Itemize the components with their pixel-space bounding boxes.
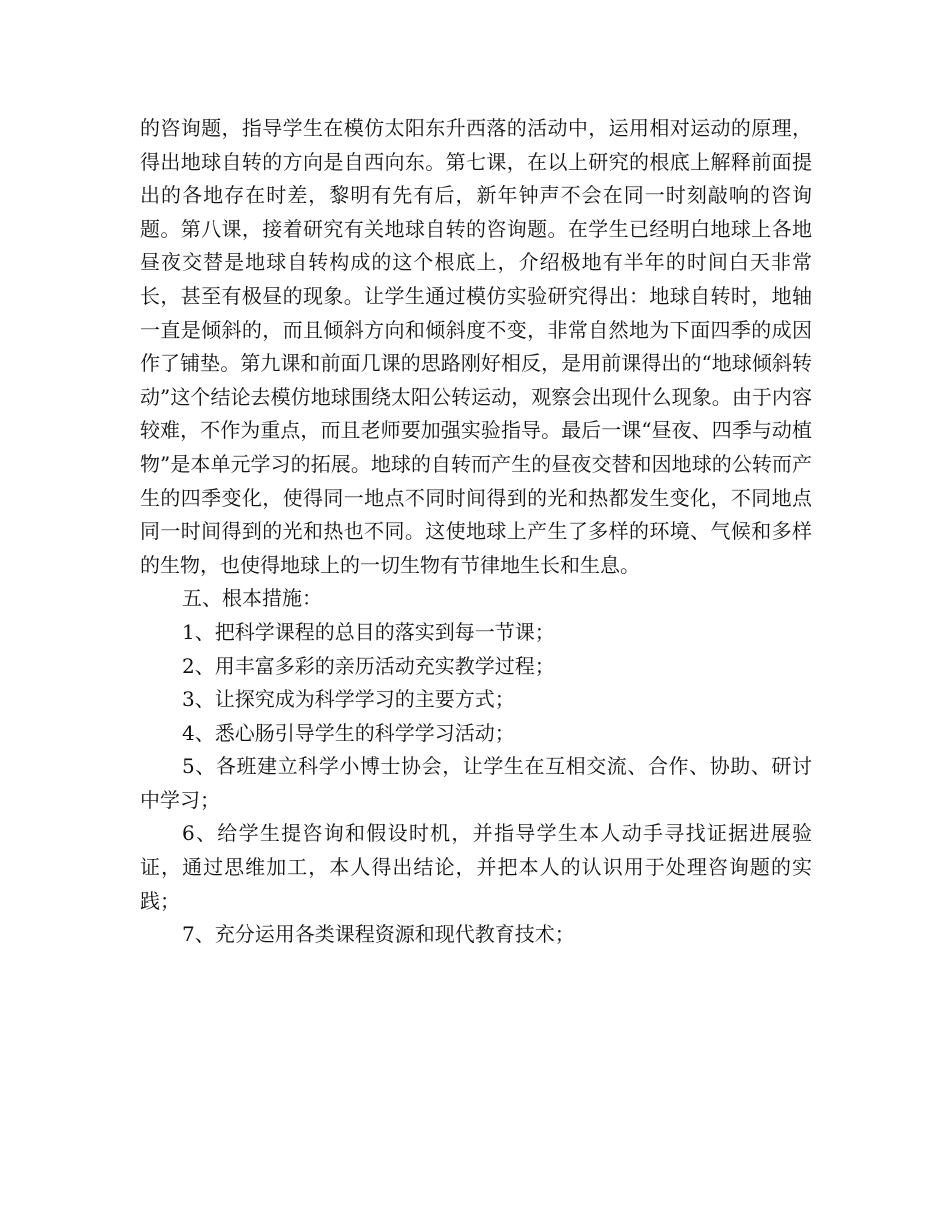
body-paragraph-continuation: 的咨询题，指导学生在模仿太阳东升西落的活动中，运用相对运动的原理，得出地球自转的方向是自西向东。第七课，在以上研究的根底上解释前面提出的各地存在时差，黎明有先有后，新年钟声不会在同一时刻敲响的咨询题。第八课，接着研究有关地球自转的咨询题。在学生已经明白地球上各地昼夜交替是地球自转构成的这个根底上，介绍极地有半年的时间白天非常长，甚至有极昼的现象。让学生通过模仿实验研究得出：地球自转时，地轴一直是倾斜的，而且倾斜方向和倾斜度不变，非常自然地为下面四季的成因作了铺垫。第九课和前面几课的思路刚好相反，是用前课得出的“地球倾斜转动”这个结论去模仿地球围绕太阳公转运动，观察会出现什么现象。由于内容较难，不作为重点，而且老师要加强实验指导。最后一课“昼夜、四季与动植物”是本单元学习的拓展。地球的自转而产生的昼夜交替和因地球的公转而产生的四季变化，使得同一地点不同时间得到的光和热都发生变化，不同地点同一时间得到的光和热也不同。这使地球上产生了多样的环境、气候和多样的生物，也使得地球上的一切生物有节律地生长和生息。: [140, 116, 812, 577]
section-heading-measures: 五、根本措施：: [182, 586, 322, 611]
measure-item-4: 4、悉心肠引导学生的科学学习活动；: [182, 720, 515, 745]
measure-item-3: 3、让探究成为科学学习的主要方式；: [182, 687, 515, 712]
measure-item-7: 7、充分运用各类课程资源和现代教育技术；: [182, 922, 575, 947]
measure-item-5: 5、各班建立科学小博士协会，让学生在互相交流、合作、协助、研讨中学习；: [140, 754, 812, 812]
measure-item-2: 2、用丰富多彩的亲历活动充实教学过程；: [182, 653, 555, 678]
measure-item-1: 1、把科学课程的总目的落实到每一节课；: [182, 619, 555, 644]
measure-item-6: 6、给学生提咨询和假设时机，并指导学生本人动手寻找证据进展验证，通过思维加工，本人得出结论，并把本人的认识用于处理咨询题的实践；: [140, 821, 812, 913]
document-page: [140, 112, 812, 952]
